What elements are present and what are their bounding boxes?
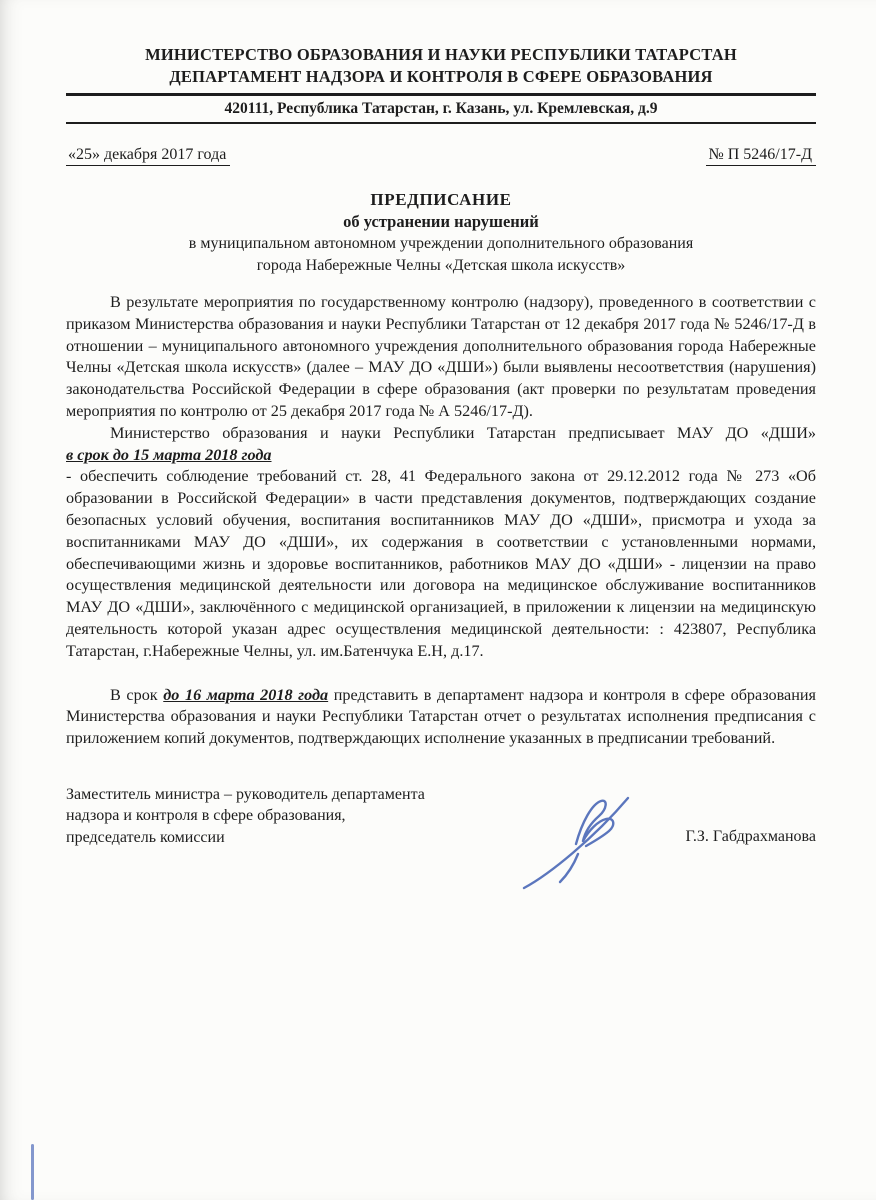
signature-block (66, 784, 816, 904)
paragraph-report-requirement (66, 685, 816, 750)
address-line: 420111, Республика Татарстан, г. Казань, ул. Кремлевская, д.9 (224, 100, 658, 117)
report-text-post: представить в департамент надзора и контроля в сфере образования Министерства образования и науки Республики Татарстан отчет о результатах исполнения предписания с приложением копий документов, подтверждающих исполнение указанных в предписании требований. (66, 685, 816, 748)
spacer (66, 663, 816, 685)
signer-position (66, 784, 496, 849)
document-subtitle: об устранении нарушений (343, 212, 539, 231)
deadline-16-march: до 16 марта 2018 года (163, 685, 329, 704)
signer-name: Г.З. Габдрахманова (685, 827, 816, 845)
paragraph-directive-intro: Министерство образования и науки Республики Татарстан предписывает МАУ ДО «ДШИ» (110, 423, 816, 442)
header-rule-top (66, 93, 816, 96)
handwritten-signature-icon (494, 790, 664, 894)
title-block (66, 188, 816, 277)
meta-row (66, 146, 816, 166)
paragraph-requirement: - обеспечить соблюдение требований ст. 28, 41 Федерального закона от 29.12.2012 года № 273 «Об образовании в Российской Федерации» в части представления документов, подтверждающих создание безопасных условий обучения, воспитания воспитанников МАУ ДО «ДШИ», присмотра и ухода за воспитанниками МАУ ДО «ДШИ», их содержания в соответствии с установленными нормами, обеспечивающими жизнь и здоровье воспитанников, работников МАУ ДО «ДШИ» - лицензии на право осуществления медицинской деятельности или договора на медицинское обслуживание воспитанников МАУ ДО «ДШИ», заключённого с медицинской организацией, в приложении к лицензии на медицинскую деятельность которой указан адрес осуществления медицинской деятельности: : 423807, Республика Татарстан, г.Набережные Челны, ул. им.Батенчука Е.Н, д.17. (66, 467, 816, 660)
signer-position-line2: надзора и контроля в сфере образования, (66, 807, 346, 825)
subject-organization-line2: города Набережные Челны «Детская школа искусств» (256, 257, 626, 274)
document-header (66, 44, 816, 124)
deadline-line (66, 445, 816, 467)
report-text-pre: В срок (110, 685, 164, 704)
paragraph-findings: В результате мероприятия по государственному контролю (надзору), проведенного в соответствии с приказом Министерства образования и науки Республики Татарстан от 12 декабря 2017 года № 5246/17-Д в отношении – муниципального автономного учреждения дополнительного образования города Набережные Челны «Детская школа искусств» (далее – МАУ ДО «ДШИ») были выявлены несоответствия (нарушения) законодательства Российской Федерации в сфере образования (акт проверки по результатам проведения мероприятия по контролю от 25 декабря 2017 года № А 5246/17-Д). (66, 293, 816, 420)
scan-artifact (31, 1144, 34, 1200)
document-title: ПРЕДПИСАНИЕ (370, 190, 512, 209)
signer-position-line1: Заместитель министра – руководитель департамента (66, 785, 425, 803)
deadline-15-march: в срок до 15 марта 2018 года (66, 445, 272, 464)
ministry-name: МИНИСТЕРСТВО ОБРАЗОВАНИЯ И НАУКИ РЕСПУБЛИКИ ТАТАРСТАН (145, 45, 737, 64)
document-body (66, 292, 816, 750)
header-rule-bottom (66, 122, 816, 124)
signer-position-line3: председатель комиссии (66, 828, 225, 846)
subject-organization-line1: в муниципальном автономном учреждении дополнительного образования (188, 235, 694, 252)
document-number: № П 5246/17-Д (706, 146, 816, 166)
document-date: «25» декабря 2017 года (66, 146, 230, 166)
department-name: ДЕПАРТАМЕНТ НАДЗОРА И КОНТРОЛЯ В СФЕРЕ ОБРАЗОВАНИЯ (169, 67, 713, 86)
